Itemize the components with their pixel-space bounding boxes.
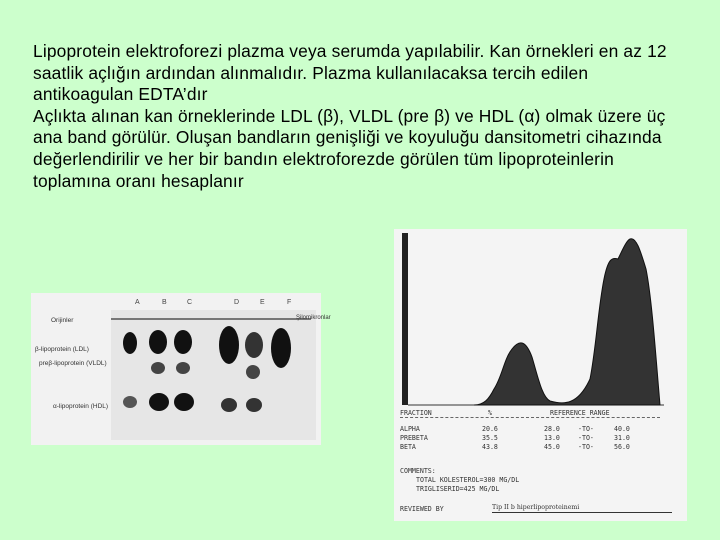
label-ldl: β-lipoprotein (LDL) — [35, 346, 89, 353]
origin-line — [111, 318, 311, 320]
gel-band — [151, 362, 165, 374]
plot-left-border — [402, 233, 408, 405]
gel-band — [123, 332, 137, 354]
comments-label: COMMENTS: — [400, 467, 436, 475]
gel-band — [245, 332, 263, 358]
gel-band — [221, 398, 237, 412]
reviewed-by-label: REVIEWED BY — [400, 505, 444, 513]
lane-letter: E — [260, 299, 265, 306]
comment-total-cholesterol: TOTAL KOLESTEROL=300 MG/DL — [416, 476, 520, 484]
gel-band — [123, 396, 137, 408]
paragraph-band-description: Açlıkta alınan kan örneklerinde LDL (β), VLDL (pre β) ve HDL (α) olmak üzere üç ana band görülür. Oluşan bandların genişliği ve koyuluğu dansitometri cihazında değerlendirilir ve her bir bandın elektroforezde görülen tüm lipoproteinlerin toplamına oranı hesaplanır — [33, 105, 666, 191]
gel-band — [149, 393, 169, 411]
lane-letter: D — [234, 299, 240, 306]
paragraph-sample-collection: Lipoprotein elektroforezi plazma veya serumda yapılabilir. Kan örnekleri en az 12 saatlik açlığın ardından alınmalıdır. Plazma kullanılacaksa tercih edilen antikoagulan EDTA’dır — [33, 41, 667, 105]
comment-triglyceride: TRIGLISERID=425 MG/DL — [416, 485, 500, 493]
reviewed-by-value: Tip II b hiperlipoproteinemi — [492, 504, 672, 513]
label-origin: Orijinler — [51, 317, 74, 324]
percent-header: % — [488, 409, 492, 417]
gel-band — [271, 328, 291, 368]
gel-band — [176, 362, 190, 374]
lane-letter: A — [135, 299, 140, 306]
densitometer-printout: FRACTION % REFERENCE RANGE ALPHA 20.6 28.0 -TO- 40.0 PREBETA 35.5 13.0 -TO- 31.0 BETA 43.8 45.0 -TO- 56.0 COMMENTS: TOTAL KOLESTEROL=300 MG/DL TRIGLISERID=425 MG/DL REVIEWED BY Tip II b hiperlipoproteinemi — [394, 229, 687, 521]
gel-band — [149, 330, 167, 354]
electrophoresis-gel-image — [31, 293, 331, 445]
gel-band — [219, 326, 239, 364]
gel-band — [246, 398, 262, 412]
lane-letter: C — [187, 299, 193, 306]
slide-body-text — [33, 41, 693, 192]
range-header: REFERENCE RANGE — [550, 409, 610, 417]
label-hdl: α-lipoprotein (HDL) — [53, 403, 109, 410]
fraction-header: FRACTION — [400, 409, 432, 417]
lane-letter: B — [162, 299, 167, 306]
label-vldl: preβ-lipoprotein (VLDL) — [39, 360, 107, 367]
lane-letter: F — [287, 299, 292, 306]
gel-plate — [111, 310, 316, 440]
header-divider — [400, 417, 660, 418]
label-chylomicron: Şilomikronlar — [296, 315, 331, 321]
gel-band — [174, 330, 192, 354]
gel-band — [174, 393, 194, 411]
gel-band — [246, 365, 260, 379]
densitometer-scan-plot — [394, 229, 687, 409]
